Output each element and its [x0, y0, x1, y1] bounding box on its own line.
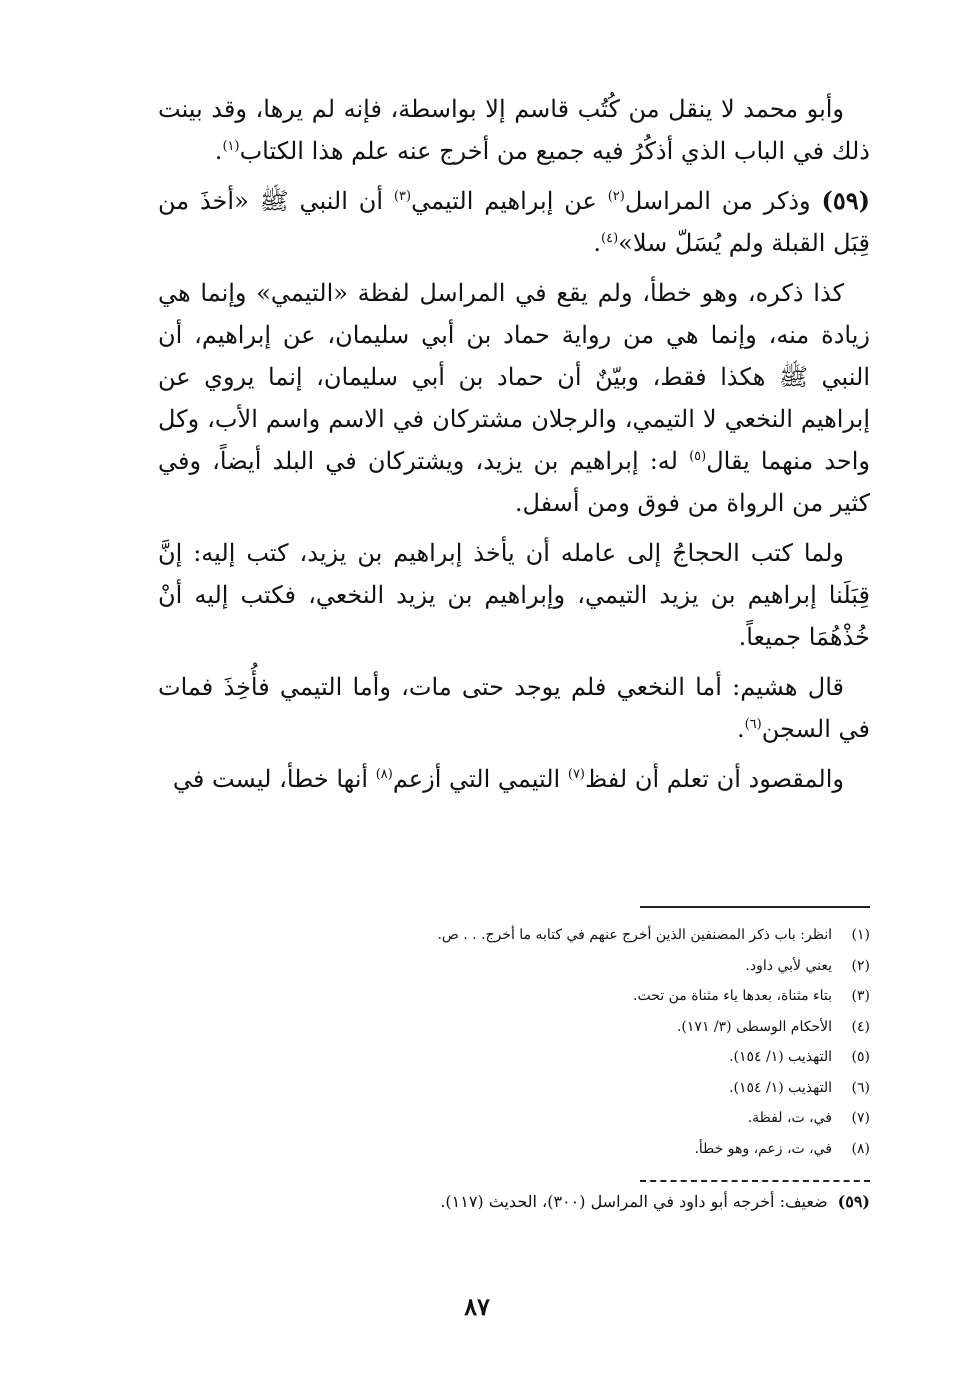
hadith-grading-note: (٥٩)ضعيف: أخرجه أبو داود في المراسل (٣٠٠)، الحديث (١١٧). — [440, 1192, 870, 1211]
footnote-ref[interactable]: (٣) — [393, 189, 412, 204]
footnote-ref[interactable]: (٨) — [375, 767, 393, 782]
hadith-note-divider — [640, 1180, 870, 1182]
footnotes — [170, 920, 870, 1164]
footnote-ref[interactable]: (٦) — [744, 717, 762, 732]
footnote-item: (٥)التهذيب (١/ ١٥٤). — [729, 1049, 870, 1065]
paragraph-3: كذا ذكره، وهو خطأ، ولم يقع في المراسل لفظة «التيمي» وإنما هي زيادة منه، وإنما هي من رواية حماد بن أبي سليمان، عن إبراهيم، أن النبي ﷺ هكذا فقط، وبيّنٌ أن حماد بن أبي سليمان، إنما يروي عن إبراهيم النخعي لا التيمي، والرجلان مشتركان في الاسم واسم الأب، وكل واحد منهما يقال$^{(٥)}$ له: إبراهيم بن يزيد، ويشتركان في البلد أيضاً، وفي كثير من الرواة من فوق ومن أسفل. — [158, 279, 871, 517]
footnote-item: (٧)في، ت، لفظة. — [747, 1110, 870, 1126]
footnote-ref[interactable]: (١) — [222, 139, 240, 154]
footnote-divider — [640, 906, 870, 908]
footnote-ref[interactable]: (٢) — [607, 189, 625, 204]
footnote-item: (٦)التهذيب (١/ ١٥٤). — [729, 1079, 870, 1096]
footnote-ref[interactable]: (٧) — [567, 767, 585, 782]
page-number: ٨٧ — [464, 1292, 490, 1321]
hadith-number: (٥٩) — [821, 186, 871, 215]
footnote-item: (٨)في، ت، زعم، وهو خطأ. — [694, 1140, 870, 1157]
footnote-ref[interactable]: (٤) — [601, 231, 619, 246]
footnote-item: (١)انظر: باب ذكر المصنفين الذين أخرج عنهم في كتابه ما أخرج. . . ص. — [437, 927, 870, 943]
footnote-item: (٣)بتاء مثناة، بعدها ياء مثناة من تحت. — [633, 988, 870, 1004]
paragraph-6: والمقصود أن تعلم أن لفظ$^{(٧)}$ التيمي التي أزعم$^{(٨)}$ أنها خطأ، ليست في — [172, 765, 844, 793]
paragraph-1: وأبو محمد لا ينقل من كُتُب قاسم إلا بواسطة، فإنه لم يرها، وقد بينت ذلك في الباب الذي أذكُرُ فيه جميع من أخرج عنه علم هذا الكتاب$^{(١)}$. — [158, 95, 870, 165]
footnote-item: (٢)يعني لأبي داود. — [745, 957, 870, 974]
main-text — [158, 88, 870, 808]
paragraph-4: ولما كتب الحجاجُ إلى عامله أن يأخذ إبراهيم بن يزيد، كتب إليه: إنَّ قِبَلَنا إبراهيم بن يزيد التيمي، وإبراهيم بن يزيد النخعي، فكتب إليه أنْ خُذْهُمَا جميعاً. — [158, 539, 870, 651]
footnote-item: (٤)الأحكام الوسطى (٣/ ١٧١). — [676, 1018, 870, 1035]
paragraph-5: قال هشيم: أما النخعي فلم يوجد حتى مات، وأما التيمي فأُخِذَ فمات في السجن$^{(٦)}$. — [158, 673, 870, 743]
paragraph-hadith-59: (٥٩) وذكر من المراسل$^{(٢)}$ عن إبراهيم التيمي$^{(٣)}$ أن النبي ﷺ «أخذَ من قِبَل القبلة ولم يُسَلّ سلا»$^{(٤)}$. — [158, 186, 871, 257]
footnote-ref[interactable]: (٥) — [689, 449, 707, 464]
